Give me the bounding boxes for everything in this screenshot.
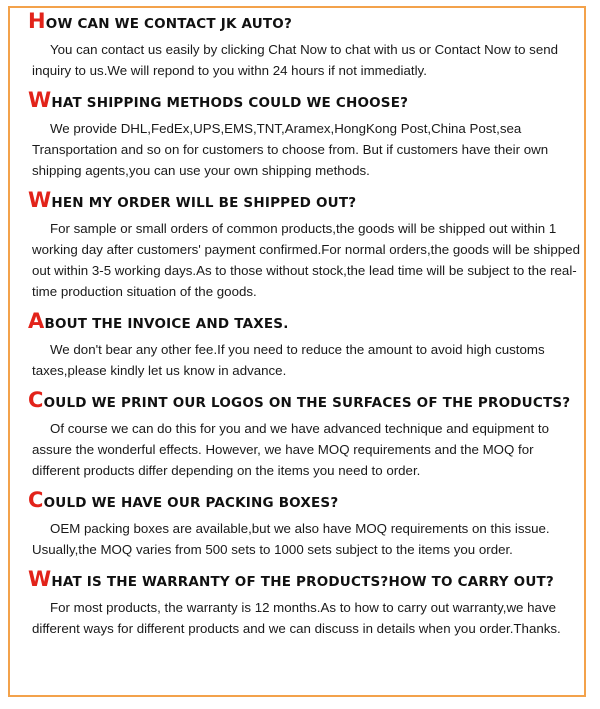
question-initial: W bbox=[28, 88, 52, 112]
faq-question bbox=[28, 88, 583, 115]
faq-item-shipping-methods bbox=[28, 88, 583, 181]
question-text: OULD WE HAVE OUR PACKING BOXES? bbox=[43, 495, 339, 511]
question-text: HEN MY ORDER WILL BE SHIPPED OUT? bbox=[51, 195, 357, 211]
faq-item-warranty bbox=[28, 567, 583, 639]
faq-question bbox=[28, 9, 583, 36]
question-initial: A bbox=[28, 309, 45, 333]
question-text: OW CAN WE CONTACT JK AUTO? bbox=[45, 16, 293, 32]
faq-question bbox=[28, 309, 583, 336]
faq-answer: For most products, the warranty is 12 months.As to how to carry out warranty,we have different ways for different products and we can discuss in details when you order.Thanks. bbox=[32, 600, 561, 636]
faq-item-logos bbox=[28, 388, 583, 481]
faq-question bbox=[28, 388, 583, 415]
faq-answer: For sample or small orders of common products,the goods will be shipped out within 1 working day after customers' payment confirmed.For normal orders,the goods will be shipped out within 3-5 working days.As to those without stock,the lead time will be subject to the real-time production situation of the goods. bbox=[32, 221, 580, 299]
faq-item-invoice bbox=[28, 309, 583, 381]
faq-answer: Of course we can do this for you and we have advanced technique and equipment to assure the wonderful effects. However, we have MOQ requirements and the MOQ for different products differ depending on the items you need to order. bbox=[32, 421, 549, 478]
question-initial: W bbox=[28, 567, 52, 591]
faq-item-contact bbox=[28, 9, 583, 81]
faq-answer: You can contact us easily by clicking Chat Now to chat with us or Contact Now to send inquiry to us.We will repond to you withn 24 hours if not immediatly. bbox=[32, 42, 559, 78]
faq-list bbox=[28, 9, 583, 646]
question-initial: C bbox=[28, 488, 44, 512]
question-initial: H bbox=[28, 9, 46, 33]
faq-question bbox=[28, 567, 583, 594]
question-text: HAT SHIPPING METHODS COULD WE CHOOSE? bbox=[51, 95, 409, 111]
question-text: HAT IS THE WARRANTY OF THE PRODUCTS?HOW TO CARRY OUT? bbox=[51, 574, 554, 590]
question-initial: W bbox=[28, 188, 52, 212]
faq-question bbox=[28, 188, 583, 215]
faq-item-packing-boxes bbox=[28, 488, 583, 560]
question-initial: C bbox=[28, 388, 44, 412]
faq-answer: OEM packing boxes are available,but we also have MOQ requirements on this issue. Usually,the MOQ varies from 500 sets to 1000 sets subject to the items you order. bbox=[32, 521, 550, 557]
question-text: BOUT THE INVOICE AND TAXES. bbox=[44, 316, 289, 332]
faq-question bbox=[28, 488, 583, 515]
faq-item-shipping-time bbox=[28, 188, 583, 302]
question-text: OULD WE PRINT OUR LOGOS ON THE SURFACES OF THE PRODUCTS? bbox=[43, 395, 571, 411]
faq-answer: We don't bear any other fee.If you need to reduce the amount to avoid high customs taxes,please kindly let us know in advance. bbox=[32, 342, 545, 378]
faq-answer: We provide DHL,FedEx,UPS,EMS,TNT,Aramex,HongKong Post,China Post,sea Transportation and so on for customers to choose from. But if customers have their own shipping agents,you can use your own shipping methods. bbox=[32, 121, 549, 178]
